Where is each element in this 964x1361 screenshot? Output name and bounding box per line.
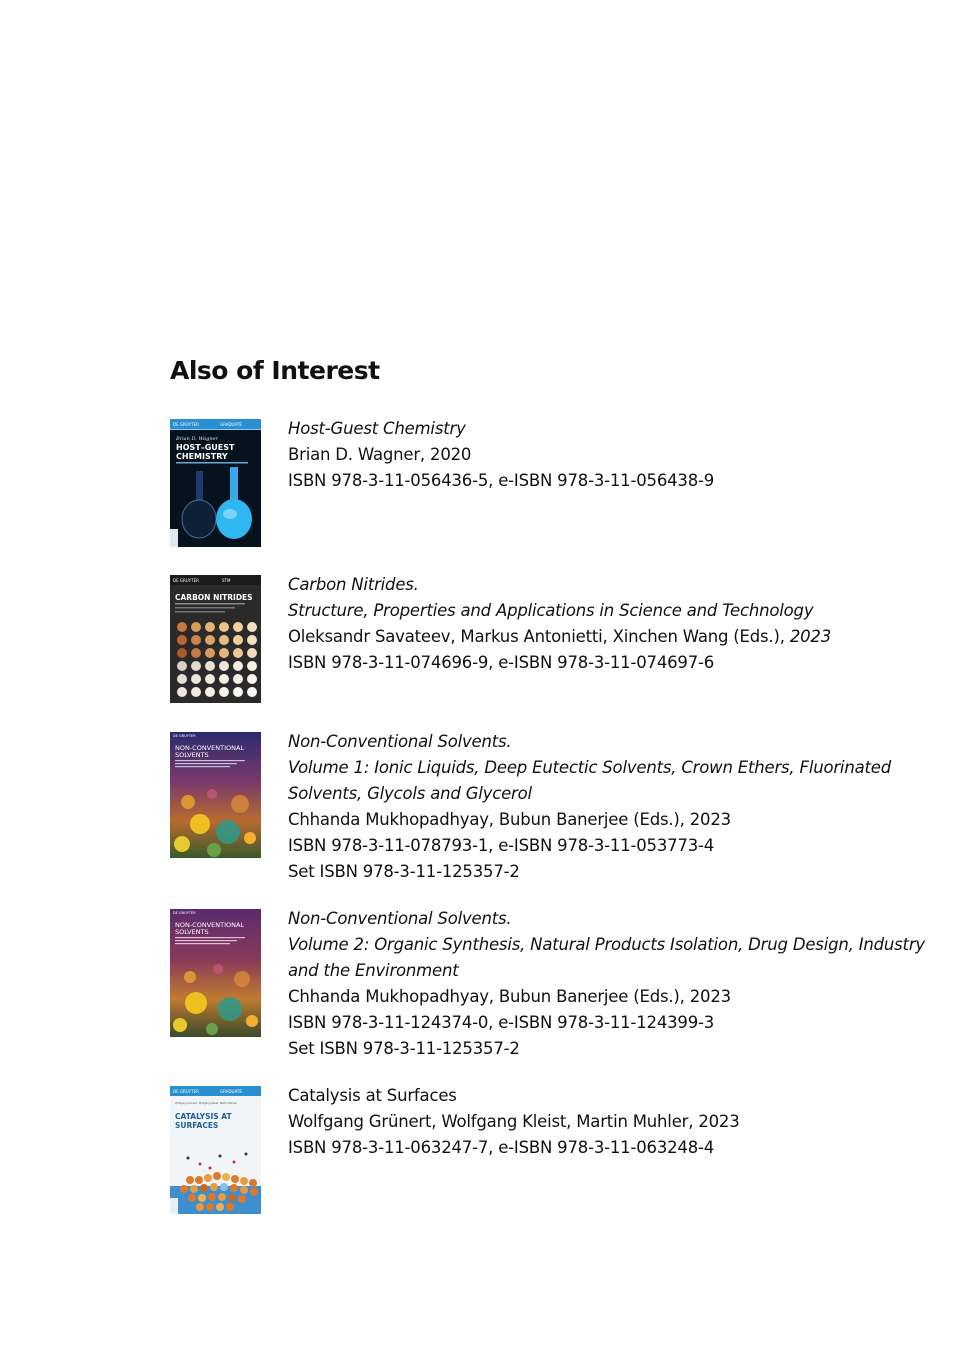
book-info	[288, 906, 925, 1062]
book-title: Non-Conventional Solvents.	[288, 732, 512, 751]
book-isbn: ISBN 978-3-11-074696-9, e-ISBN 978-3-11-074697-6	[288, 653, 715, 672]
book-cover-image	[170, 1086, 261, 1214]
book-byline-editors: Oleksandr Savateev, Markus Antonietti, Xinchen Wang (Eds.),	[288, 627, 790, 646]
book-cover-image	[170, 732, 261, 858]
cover-title-line: SOLVENTS	[175, 928, 209, 936]
book-byline: Wolfgang Grünert, Wolfgang Kleist, Martin Muhler, 2023	[288, 1112, 740, 1131]
book-set-isbn: Set ISBN 978-3-11-125357-2	[288, 1039, 520, 1058]
book-title: Non-Conventional Solvents.	[288, 909, 512, 928]
book-cover-image	[170, 419, 261, 547]
book-byline: Chhanda Mukhopadhyay, Bubun Banerjee (Eds.), 2023	[288, 987, 731, 1006]
book-info	[288, 572, 888, 676]
book-isbn: ISBN 978-3-11-063247-7, e-ISBN 978-3-11-063248-4	[288, 1138, 715, 1157]
book-title: Host-Guest Chemistry	[288, 419, 466, 438]
cover-title-line: NON-CONVENTIONAL	[175, 744, 245, 752]
book-isbn: ISBN 978-3-11-056436-5, e-ISBN 978-3-11-056438-9	[288, 471, 715, 490]
cover-title-line: CHEMISTRY	[176, 452, 228, 461]
book-byline-year: 2023	[789, 627, 832, 646]
book-subtitle: Solvents, Glycols and Glycerol	[288, 784, 532, 803]
cover-publisher: DE GRUYTER	[173, 734, 196, 738]
book-cover-image	[170, 909, 261, 1037]
cover-series: GRADUATE	[220, 422, 242, 427]
book-info	[288, 729, 891, 885]
cover-author: Wolfgang Grünert, Wolfgang Kleist, Martin Muhler	[175, 1102, 238, 1105]
cover-title-line: SOLVENTS	[175, 751, 209, 759]
cover-title-line: CATALYSIS AT	[175, 1112, 232, 1121]
cover-publisher: DE GRUYTER	[173, 911, 196, 915]
book-title: Catalysis at Surfaces	[288, 1086, 457, 1105]
book-cover-image	[170, 575, 261, 703]
cover-series: STM	[222, 578, 231, 583]
cover-publisher: DE GRUYTER	[173, 578, 199, 583]
book-byline: Chhanda Mukhopadhyay, Bubun Banerjee (Eds.), 2023	[288, 810, 731, 829]
book-isbn: ISBN 978-3-11-124374-0, e-ISBN 978-3-11-124399-3	[288, 1013, 715, 1032]
book-isbn: ISBN 978-3-11-078793-1, e-ISBN 978-3-11-053773-4	[288, 836, 715, 855]
cover-series: GRADUATE	[220, 1089, 242, 1094]
cover-title-line: HOST–GUEST	[176, 443, 235, 452]
book-subtitle: Volume 1: Ionic Liquids, Deep Eutectic Solvents, Crown Ethers, Fluorinated	[288, 758, 891, 777]
book-subtitle: Structure, Properties and Applications in Science and Technology	[288, 601, 814, 620]
section-heading: Also of Interest	[170, 356, 380, 385]
book-byline	[288, 624, 888, 650]
book-subtitle: Volume 2: Organic Synthesis, Natural Products Isolation, Drug Design, Industry	[288, 935, 925, 954]
book-title: Carbon Nitrides.	[288, 575, 419, 594]
cover-title-line: NON-CONVENTIONAL	[175, 921, 245, 929]
book-byline: Brian D. Wagner, 2020	[288, 445, 472, 464]
book-set-isbn: Set ISBN 978-3-11-125357-2	[288, 862, 520, 881]
cover-publisher: DE GRUYTER	[173, 1089, 199, 1094]
cover-title-line: CARBON NITRIDES	[175, 593, 253, 602]
book-info	[288, 416, 888, 494]
cover-publisher: DE GRUYTER	[173, 422, 199, 427]
book-subtitle: and the Environment	[288, 961, 459, 980]
book-info	[288, 1083, 888, 1161]
cover-title-line: SURFACES	[175, 1121, 219, 1130]
cover-author: Brian D. Wagner	[176, 436, 218, 442]
